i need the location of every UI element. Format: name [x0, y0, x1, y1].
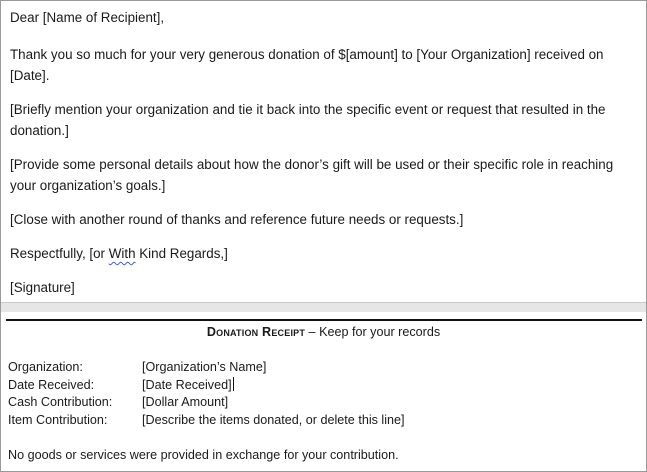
receipt-disclaimer: No goods or services were provided in exchange for your contribution. [8, 448, 399, 462]
text-cursor [233, 377, 234, 391]
receipt-row-date [8, 377, 405, 395]
receipt-heading [1, 323, 646, 341]
receipt-value: [Date Received] [142, 377, 232, 392]
receipt-value: [Dollar Amount] [142, 395, 229, 409]
letter-paragraph-closing-thanks: [Close with another round of thanks and reference future needs or requests.] [10, 212, 464, 227]
receipt-row-organization [8, 359, 405, 377]
receipt-title: Donation Receipt [206, 325, 306, 339]
receipt-label: Item Contribution: [8, 412, 108, 427]
receipt-divider-rule [6, 319, 642, 321]
letter-closing-end: Kind Regards,] [135, 246, 228, 261]
page-break-band [1, 302, 646, 312]
letter-closing-start: Respectfully, [or [10, 246, 109, 261]
receipt-row-items [8, 412, 405, 430]
letter-paragraph-gift-details: [Provide some personal details about how the donor’s gift will be used or their specific role in reaching your organization’s goals.] [10, 157, 614, 193]
letter-greeting: Dear [Name of Recipient], [10, 10, 165, 25]
receipt-label: Cash Contribution: [8, 395, 113, 409]
receipt-label: Organization: [8, 360, 83, 374]
receipt-value: [Organization’s Name] [142, 360, 267, 374]
letter-closing [10, 243, 638, 264]
spellcheck-flagged-word[interactable]: With [108, 246, 136, 261]
receipt-details [8, 359, 405, 429]
thank-you-letter [10, 7, 638, 311]
letter-signature: [Signature] [10, 280, 75, 295]
receipt-label: Date Received: [8, 377, 95, 392]
receipt-row-cash [8, 394, 405, 412]
receipt-value-with-cursor[interactable] [142, 377, 234, 395]
letter-paragraph-organization: [Briefly mention your organization and tie it back into the specific event or request that resulted in the donation.] [10, 102, 606, 138]
receipt-subtitle: – Keep for your records [305, 325, 441, 339]
receipt-value: [Describe the items donated, or delete this line] [142, 412, 405, 427]
letter-paragraph-thanks: Thank you so much for your very generous donation of $[amount] to [Your Organization] received on [Date]. [10, 47, 604, 83]
